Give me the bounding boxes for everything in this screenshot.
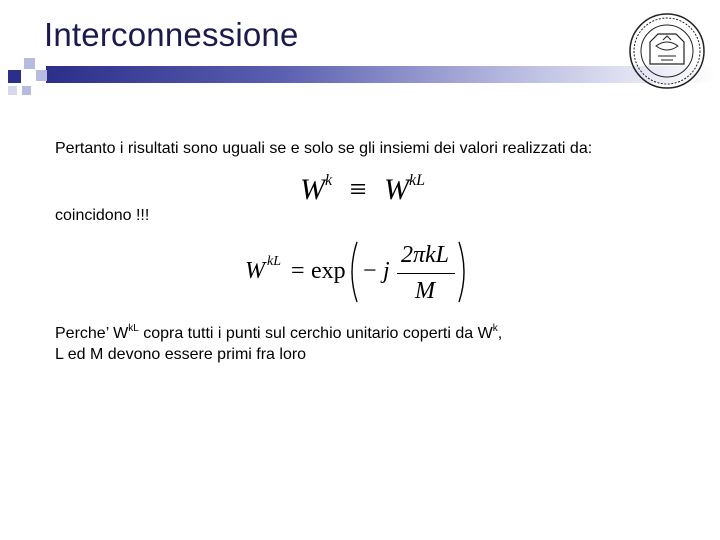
line3-part-b: copra tutti i punti sul cerchio unitario coperti da W — [138, 325, 493, 342]
decor-square-2 — [24, 58, 35, 69]
eq1-lhs-base: W — [300, 173, 325, 206]
equation-1 — [300, 172, 425, 207]
body-line-4: L ed M devono essere primi fra loro — [55, 346, 307, 363]
eq2-lhs-sup: kL — [267, 254, 281, 269]
eq2-func: exp — [311, 258, 346, 284]
eq2-equals: = — [291, 258, 305, 284]
line3-sup-1: kL — [128, 323, 139, 334]
eq2-left-paren — [345, 240, 359, 304]
eq1-rhs-sup: kL — [409, 172, 426, 189]
slide-title: Interconnessione — [44, 16, 299, 53]
eq2-denominator: M — [415, 278, 435, 304]
line3-part-a: Perche’ W — [55, 325, 129, 342]
decor-square-1 — [8, 70, 21, 83]
decor-square-3 — [36, 70, 47, 81]
body-line-1: Pertanto i risultati sono uguali se e solo se gli insiemi dei valori realizzati da: — [55, 140, 593, 157]
eq2-fraction-bar — [397, 273, 455, 274]
decor-square-4 — [22, 86, 31, 95]
line3-part-c: , — [497, 325, 503, 342]
body-line-3 — [55, 323, 502, 343]
eq1-lhs-sup: k — [325, 172, 333, 189]
eq2-j: j — [383, 258, 390, 284]
eq1-relation: ≡ — [349, 173, 367, 206]
eq2-minus: − — [363, 258, 377, 284]
eq1-rhs-base: W — [384, 173, 410, 206]
line3-sup-2: k — [492, 323, 498, 334]
title-underline-bar — [46, 66, 716, 83]
eq2-numerator: 2πkL — [400, 242, 450, 268]
equation-2 — [245, 236, 475, 310]
eq2-right-paren — [457, 240, 471, 304]
decor-square-5 — [8, 86, 17, 95]
university-seal-icon — [628, 12, 706, 90]
eq2-lhs-base: W — [245, 258, 265, 284]
body-line-2: coincidono !!! — [55, 207, 150, 224]
